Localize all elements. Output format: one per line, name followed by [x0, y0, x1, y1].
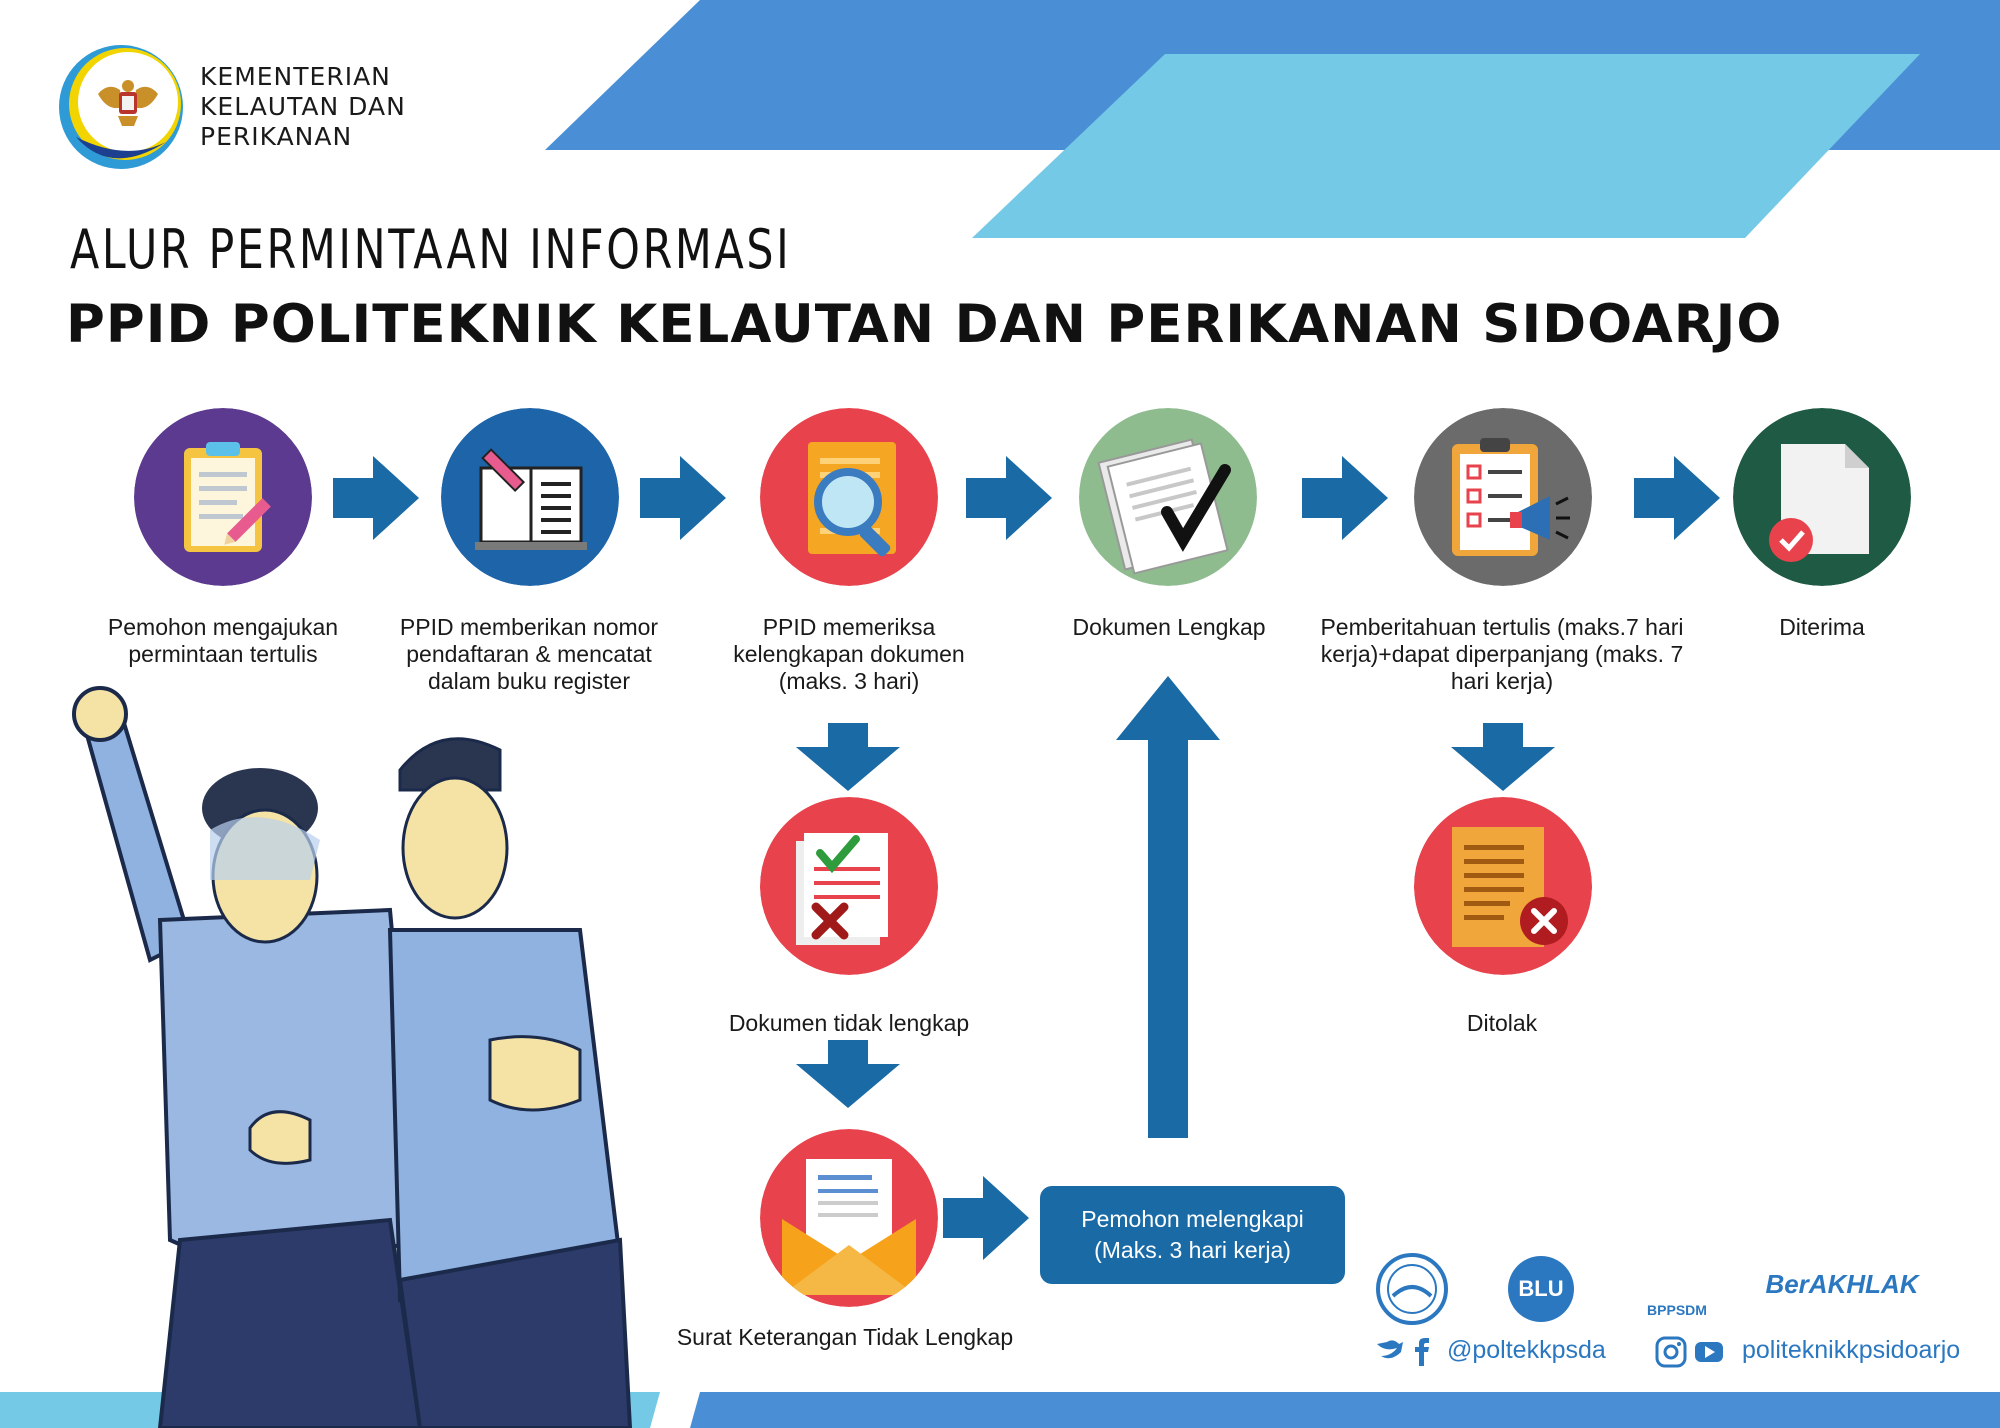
step3-icon — [760, 408, 938, 586]
arrow-step2-to-step3 — [640, 456, 726, 540]
arrow-letter-to-completion — [943, 1176, 1029, 1260]
ministry-name-line-3: PERIKANAN — [200, 122, 353, 151]
arrow-step5-to-step6 — [1634, 456, 1720, 540]
blu-logo: BLU — [1508, 1256, 1574, 1322]
incomplete-label: Dokumen tidak lengkap — [728, 1010, 970, 1036]
completion-line-1: Pemohon melengkapi — [1081, 1206, 1304, 1232]
step2-label: PPID memberikan nomor pendaftaran & mencatat dalam buku register — [399, 614, 659, 694]
social-handle-instagram-youtube[interactable]: politeknikkpsidoarjo — [1742, 1336, 1961, 1364]
arrow-incomplete-to-letter — [796, 1040, 900, 1108]
incomplete-icon — [760, 797, 938, 975]
rejected-label: Ditolak — [1466, 1010, 1538, 1036]
step3-label: PPID memeriksa kelengkapan dokumen (maks. 3 hari) — [733, 614, 965, 694]
step4-icon — [1079, 408, 1257, 586]
arrow-step3-to-incomplete — [796, 723, 900, 791]
bppsdm-logo: BPPSDM — [1647, 1302, 1707, 1318]
arrow-step4-to-step5 — [1302, 456, 1388, 540]
ministry-name-line-1: KEMENTERIAN — [200, 62, 391, 91]
step1-label: Pemohon mengajukan permintaan tertulis — [107, 614, 339, 667]
step2-icon — [441, 408, 619, 586]
step4-label: Dokumen Lengkap — [1072, 614, 1266, 640]
arrow-step5-to-rejected — [1451, 723, 1555, 791]
institution-seal-logo — [1375, 1252, 1449, 1326]
step5-icon — [1414, 408, 1592, 586]
instagram-youtube-icon — [1655, 1336, 1725, 1368]
completion-line-2: (Maks. 3 hari kerja) — [1094, 1237, 1291, 1263]
step6-icon — [1733, 408, 1911, 586]
arrow-step1-to-step2 — [333, 456, 419, 540]
rejected-icon — [1414, 797, 1592, 975]
step1-icon — [134, 408, 312, 586]
arrow-step3-to-step4 — [966, 456, 1052, 540]
ministry-name-line-2: KELAUTAN DAN — [200, 92, 406, 121]
page-title: ALUR PERMINTAAN INFORMASI — [70, 218, 792, 281]
letter-icon — [760, 1129, 938, 1307]
arrow-completion-to-step4 — [1116, 676, 1220, 1138]
cadets-illustration — [60, 680, 680, 1428]
twitter-facebook-icon — [1375, 1336, 1439, 1368]
completion-box — [1040, 1186, 1345, 1284]
step6-label: Diterima — [1779, 614, 1865, 640]
social-handle-twitter-facebook[interactable]: @poltekkpsda — [1447, 1336, 1606, 1364]
berakhlak-logo: BerAKHLAK — [1765, 1268, 1919, 1299]
page-subtitle: PPID POLITEKNIK KELAUTAN DAN PERIKANAN SIDOARJO — [66, 294, 1783, 355]
step5-label: Pemberitahuan tertulis (maks.7 hari kerja)+dapat diperpanjang (maks. 7 hari kerja) — [1320, 614, 1684, 694]
letter-label: Surat Keterangan Tidak Lengkap — [676, 1324, 1014, 1350]
